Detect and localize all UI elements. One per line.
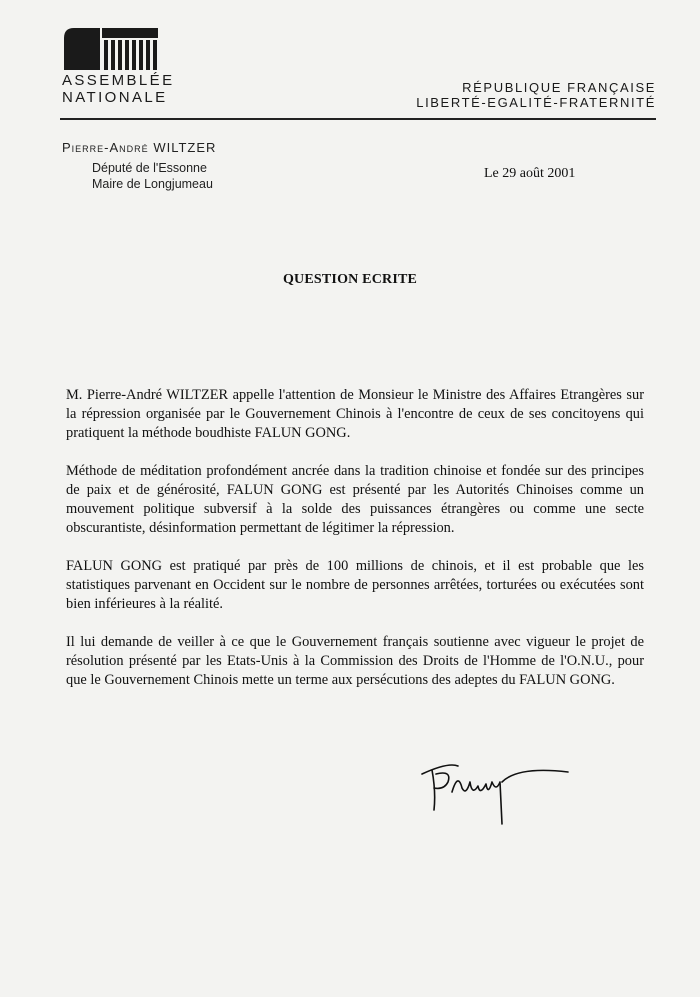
author-role-mayor: Maire de Longjumeau (92, 177, 213, 191)
author-roles (92, 160, 213, 192)
body-paragraph: FALUN GONG est pratiqué par près de 100 millions de chinois, et il est probable que les statistiques parvenant en Occident sur le nombre de personnes arrêtées, torturées ou exécutées sont bien inférieures à la réalité. (66, 558, 644, 612)
header-divider (60, 118, 656, 120)
assemblee-logo-icon (60, 24, 160, 72)
republic-motto (416, 80, 656, 110)
body-paragraph: M. Pierre-André WILTZER appelle l'attention de Monsieur le Ministre des Affaires Etrangères sur la répression organisée par le Gouvernement Chinois à l'encontre de ceux de ses concitoyens qui pratiquent la méthode boudhiste FALUN GONG. (66, 387, 644, 441)
letter-body (66, 386, 644, 709)
letter-date: Le 29 août 2001 (484, 166, 576, 181)
institution-line2: NATIONALE (62, 89, 168, 106)
institution-line1: ASSEMBLÉE (62, 72, 175, 89)
author-last-name: WILTZER (153, 140, 217, 155)
author-role-deputy: Député de l'Essonne (92, 161, 207, 175)
author-first-name: Pierre-André (62, 140, 149, 155)
republic-line1: RÉPUBLIQUE FRANÇAISE (462, 80, 656, 95)
institution-name (62, 72, 174, 106)
body-paragraph: Il lui demande de veiller à ce que le Gouvernement français soutienne avec vigueur le projet de résolution présenté par les Etats-Unis à la Commission des Droits de l'Homme de l'O.N.U., pour que le Gouvernement Chinois mette un terme aux persécutions des adeptes du FALUN GONG. (66, 634, 644, 688)
author-name (62, 140, 216, 155)
handwritten-signature (418, 752, 578, 832)
body-paragraph: Méthode de méditation profondément ancrée dans la tradition chinoise et fondée sur des principes de paix et de générosité, FALUN GONG est présenté par les Autorités Chinoises comme un mouvement politique subversif à la solde des puissances étrangères ou comme une secte obscurantiste, désinformation permettant de légitimer la répression. (66, 463, 644, 536)
letter-title: QUESTION ECRITE (282, 272, 418, 287)
republic-line2: LIBERTÉ-EGALITÉ-FRATERNITÉ (416, 95, 656, 110)
